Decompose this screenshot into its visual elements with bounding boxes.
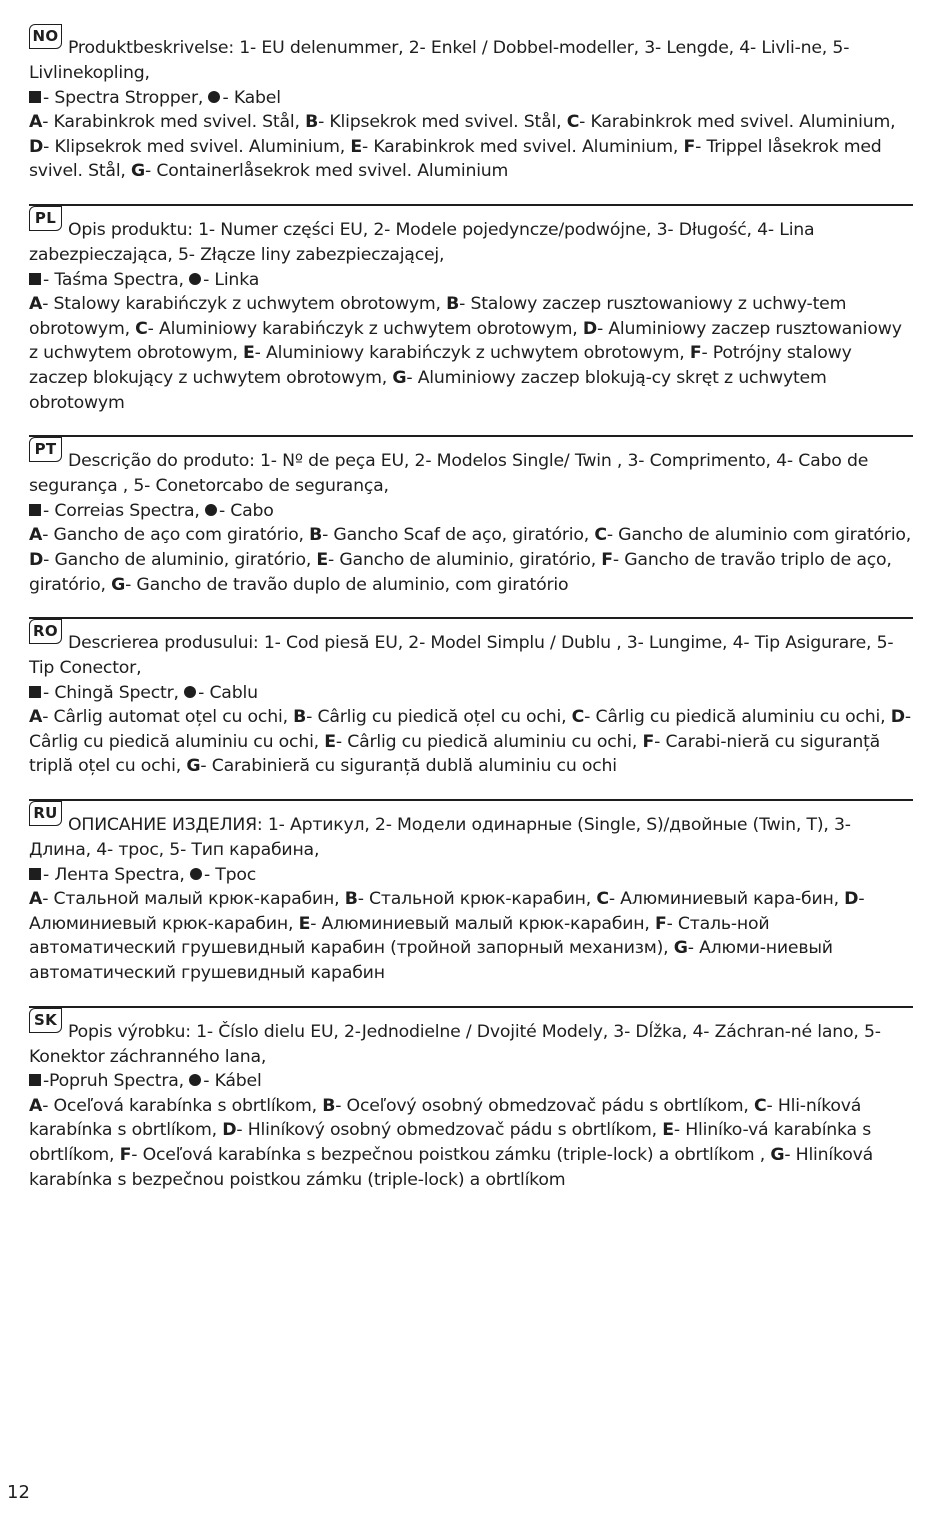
hook-text: - Potrójny stalowy zaczep blokujący z uchwytem obrotowym, xyxy=(29,343,852,388)
section-description xyxy=(29,1010,913,1070)
hook-key: F xyxy=(119,1145,132,1165)
hook-text: - Stalowy karabińczyk z uchwytem obrotowym, xyxy=(42,294,447,315)
hook-text: - Gancho de travão triplo de aço, giratório, xyxy=(29,549,892,595)
section-pt xyxy=(29,435,913,597)
hook-key: F xyxy=(601,549,613,570)
hook-text: - Сталь-ной автоматический грушевидный карабин (тройной запорный механизм), xyxy=(29,913,770,959)
hook-key: G xyxy=(673,938,688,959)
hook-key: B xyxy=(305,112,319,133)
circle-bullet-icon xyxy=(189,1074,201,1086)
hook-key: E xyxy=(350,136,362,157)
hook-key: D xyxy=(29,549,44,570)
hook-list xyxy=(29,523,913,597)
hook-text: - Oceľová karabínka s bezpečnou poistkou zámku (triple-lock) a obrtlíkom , xyxy=(131,1145,771,1165)
hook-list xyxy=(29,705,913,779)
description-text: Popis výrobku: 1- Číslo dielu EU, 2-Jednodielne / Dvojité Modely, 3- Dĺžka, 4- Záchran-né lano, 5- Konektor záchranného lana, xyxy=(29,1021,881,1067)
hook-text: - Gancho de aluminio, giratório, xyxy=(43,549,317,570)
language-badge: RO xyxy=(29,619,62,644)
hook-text: - Oceľová karabínka s obrtlíkom, xyxy=(42,1095,323,1116)
hook-text: - Cârlig automat oțel cu ochi, xyxy=(42,707,294,728)
strap-label: - Correias Spectra, xyxy=(43,500,200,521)
hook-text: - Hli-níková karabínka s obrtlíkom, xyxy=(29,1095,862,1141)
hook-key: F xyxy=(642,731,655,752)
hook-text: - Klipsekrok med svivel. Aluminium, xyxy=(43,136,351,157)
hook-text: - Aluminiowy karabińczyk z uchwytem obrotowym, xyxy=(147,318,583,339)
hook-text: - Cârlig cu piedică aluminiu cu ochi, xyxy=(584,707,891,728)
hook-text: - Aluminiowy karabińczyk z uchwytem obrotowym, xyxy=(254,343,690,364)
section-sk xyxy=(29,1006,913,1193)
hook-key: A xyxy=(29,1095,43,1116)
hook-key: A xyxy=(29,294,43,315)
language-badge: PL xyxy=(29,206,62,231)
hook-key: G xyxy=(770,1145,785,1165)
hook-text: - Gancho Scaf de aço, giratório, xyxy=(322,525,595,546)
hook-key: A xyxy=(29,525,43,546)
hook-text: - Cârlig cu piedică oțel cu ochi, xyxy=(306,707,572,728)
hook-text: - Стальной крюк-карабин, xyxy=(357,889,597,910)
hook-key: D xyxy=(582,318,597,339)
hook-key: C xyxy=(754,1095,767,1116)
hook-key: C xyxy=(596,889,609,910)
cable-label: - Cablu xyxy=(198,682,258,703)
hook-key: E xyxy=(662,1120,674,1141)
hook-text: - Gancho de aluminio com giratório, xyxy=(606,525,912,546)
strap-label: - Taśma Spectra, xyxy=(43,269,184,290)
description-text: Descrierea produsului: 1- Cod piesă EU, 2- Model Simplu / Dublu , 3- Lungime, 4- Tip Asigurare, 5- Tip Conector, xyxy=(29,633,894,679)
section-description xyxy=(29,804,913,863)
hook-text: - Стальной малый крюк-карабин, xyxy=(42,889,345,910)
hook-text: - Karabinkrok med svivel. Aluminium, xyxy=(579,112,896,133)
section-description xyxy=(29,27,913,86)
legend-line xyxy=(29,86,913,111)
section-ru xyxy=(29,799,913,986)
circle-bullet-icon xyxy=(184,686,196,698)
hook-key: E xyxy=(243,343,255,364)
hook-key: C xyxy=(594,525,607,546)
hook-text: - Aluminiowy zaczep rusztowaniowy z uchwytem obrotowym, xyxy=(29,318,902,364)
hook-text: - Containerlåsekrok med svivel. Aluminium xyxy=(145,161,509,182)
hook-key: A xyxy=(29,889,43,910)
hook-list xyxy=(29,1094,913,1192)
hook-text: - Carabinieră cu siguranță dublă aluminiu cu ochi xyxy=(200,756,617,777)
hook-text: - Gancho de aluminio, giratório, xyxy=(328,549,602,570)
section-description xyxy=(29,440,913,499)
hook-key: E xyxy=(324,731,336,752)
hook-text: - Hliníko-vá karabínka s obrtlíkom, xyxy=(29,1120,872,1165)
hook-text: - Алюминиевый кара-бин, xyxy=(608,889,845,910)
section-description xyxy=(29,208,913,268)
hook-key: G xyxy=(392,367,407,388)
hook-key: B xyxy=(293,707,307,728)
hook-text: - Karabinkrok med svivel. Aluminium, xyxy=(362,136,684,157)
square-bullet-icon xyxy=(29,868,41,880)
legend-line xyxy=(29,681,913,706)
hook-key: F xyxy=(683,136,696,157)
legend-line xyxy=(29,499,913,524)
description-text: Descrição do produto: 1- Nº de peça EU, 2- Modelos Single/ Twin , 3- Comprimento, 4- Cabo de segurança , 5- Conetorcabo de segurança, xyxy=(29,451,869,497)
circle-bullet-icon xyxy=(208,91,220,103)
section-ro xyxy=(29,617,913,779)
cable-label: - Cabo xyxy=(218,500,274,521)
hook-key: G xyxy=(131,161,146,182)
cable-label: - Linka xyxy=(203,269,260,290)
page-number: 12 xyxy=(7,1482,30,1503)
language-badge: PT xyxy=(29,437,62,462)
hook-text: - Алюминиевый малый крюк-карабин, xyxy=(310,913,655,934)
hook-key: B xyxy=(309,525,323,546)
hook-text: - Karabinkrok med svivel. Stål, xyxy=(42,112,306,133)
hook-key: B xyxy=(344,889,358,910)
strap-label: - Chingă Spectr, xyxy=(43,682,179,703)
square-bullet-icon xyxy=(29,273,41,285)
hook-text: - Hliníkový osobný obmedzovač pádu s obrtlíkom, xyxy=(236,1120,663,1141)
square-bullet-icon xyxy=(29,686,41,698)
hook-key: B xyxy=(446,294,460,315)
hook-key: D xyxy=(29,136,44,157)
cable-label: - Kábel xyxy=(203,1071,262,1092)
cable-label: - Трос xyxy=(203,864,257,885)
strap-label: - Spectra Stropper, xyxy=(43,87,204,108)
circle-bullet-icon xyxy=(190,868,202,880)
hook-key: C xyxy=(135,318,148,339)
description-text: ОПИСАНИЕ ИЗДЕЛИЯ: 1- Артикул, 2- Модели одинарные (Single, S)/двойные (Twin, T), 3- Длина, 4- трос, 5- Тип карабина, xyxy=(29,815,851,861)
square-bullet-icon xyxy=(29,91,41,103)
hook-key: C xyxy=(571,707,585,728)
hook-text: - Carabi-nieră cu siguranță triplă oțel cu ochi, xyxy=(29,731,881,777)
hook-list xyxy=(29,110,913,184)
language-badge: NO xyxy=(29,24,62,49)
legend-line xyxy=(29,1069,913,1094)
cable-label: - Kabel xyxy=(222,87,281,108)
hook-key: G xyxy=(186,756,201,777)
hook-key: B xyxy=(322,1095,336,1116)
hook-text: - Gancho de aço com giratório, xyxy=(42,525,310,546)
description-text: Produktbeskrivelse: 1- EU delenummer, 2- Enkel / Dobbel-modeller, 3- Lengde, 4- Livli-ne, 5- Livlinekopling, xyxy=(29,38,850,83)
hook-list xyxy=(29,887,913,985)
description-text: Opis produktu: 1- Numer części EU, 2- Modele pojedyncze/podwójne, 3- Długość, 4- Lina zabezpieczająca, 5- Złącze liny zabezpieczającej, xyxy=(29,219,815,265)
hook-text: - Hliníková karabínka s bezpečnou poistkou zámku (triple-lock) a obrtlíkom xyxy=(29,1145,873,1190)
legend-line xyxy=(29,268,913,293)
document-body xyxy=(29,27,913,1192)
hook-key: E xyxy=(298,913,311,934)
hook-text: - Aluminiowy zaczep blokują-cy skręt z uchwytem obrotowym xyxy=(29,367,827,413)
hook-key: F xyxy=(689,343,702,364)
square-bullet-icon xyxy=(29,504,41,516)
circle-bullet-icon xyxy=(189,273,201,285)
circle-bullet-icon xyxy=(205,504,217,516)
hook-text: - Алюми-ниевый автоматический грушевидный карабин xyxy=(29,938,833,984)
section-description xyxy=(29,622,913,681)
section-pl xyxy=(29,204,913,415)
hook-text: - Алюминиевый крюк-карабин, xyxy=(29,889,865,934)
hook-key: G xyxy=(111,574,126,595)
legend-line xyxy=(29,863,913,888)
language-badge: RU xyxy=(29,801,62,826)
square-bullet-icon xyxy=(29,1074,41,1086)
hook-text: - Cârlig cu piedică aluminiu cu ochi, xyxy=(29,707,911,752)
hook-key: F xyxy=(654,913,667,934)
strap-label: - Лента Spectra, xyxy=(43,864,185,885)
hook-key: A xyxy=(29,707,43,728)
hook-text: - Klipsekrok med svivel. Stål, xyxy=(318,112,567,133)
hook-key: D xyxy=(222,1120,237,1141)
hook-list xyxy=(29,292,913,415)
hook-key: E xyxy=(316,549,329,570)
hook-text: - Cârlig cu piedică aluminiu cu ochi, xyxy=(335,731,643,752)
hook-key: A xyxy=(29,112,43,133)
hook-key: D xyxy=(844,889,859,910)
section-no xyxy=(29,27,913,184)
hook-text: - Oceľový osobný obmedzovač pádu s obrtlíkom, xyxy=(335,1095,754,1116)
strap-label: -Popruh Spectra, xyxy=(43,1071,184,1092)
hook-key: C xyxy=(566,112,580,133)
hook-text: - Trippel låsekrok med svivel. Stål, xyxy=(29,136,882,182)
hook-text: - Stalowy zaczep rusztowaniowy z uchwy-tem obrotowym, xyxy=(29,294,847,339)
hook-key: D xyxy=(890,707,905,728)
language-badge: SK xyxy=(29,1008,62,1033)
hook-text: - Gancho de travão duplo de aluminio, com giratório xyxy=(125,574,569,595)
